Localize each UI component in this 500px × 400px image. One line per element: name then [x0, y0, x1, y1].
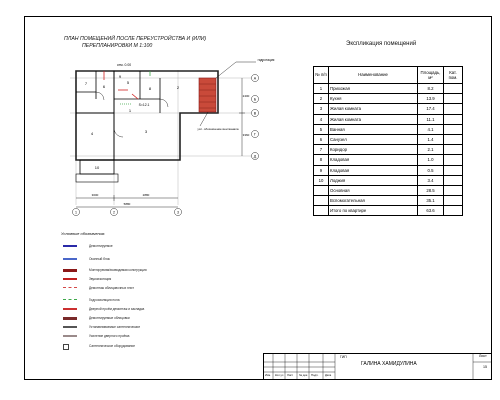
- legend-swatch: [63, 317, 77, 320]
- total-area: 63.6: [418, 206, 444, 216]
- row-number: 3: [314, 104, 329, 114]
- room-name: Лоджия: [329, 175, 418, 185]
- room-label: 3: [144, 129, 148, 134]
- table-row: [314, 165, 463, 175]
- room-area-value: 17.4: [418, 104, 444, 114]
- room-area-value: 1.0: [418, 155, 444, 165]
- svg-text:В: В: [253, 111, 257, 116]
- room-category: [444, 114, 463, 124]
- row-number: 10: [314, 175, 329, 185]
- stamp-label: Подп.: [311, 373, 319, 377]
- room-label: 7: [84, 81, 88, 86]
- stamp-label: Дата: [325, 373, 332, 377]
- plan-title: ПЛАН ПОМЕЩЕНИЙ ПОСЛЕ ПЕРЕУСТРОЙСТВА И (ИЛИ): [64, 36, 207, 42]
- legend-item: [63, 244, 263, 250]
- svg-text:А: А: [253, 76, 257, 81]
- room-area-value: 11.1: [418, 114, 444, 124]
- room-name: Прихожая: [329, 84, 418, 94]
- legend-swatch: [63, 287, 77, 289]
- callout-top: гидротация: [257, 58, 275, 62]
- legend-item: [63, 334, 263, 340]
- project-name: ГАЛИНА ХАМИДУЛИНА: [361, 361, 417, 367]
- legend-label: Устанавливаемые сантехнические: [89, 325, 141, 329]
- room-area-value: 1.4: [418, 134, 444, 144]
- room-area: S=12.1: [138, 103, 150, 107]
- col-header: Наименование: [329, 67, 418, 84]
- legend-swatch: [63, 344, 69, 350]
- room-label: 4: [90, 131, 94, 136]
- room-name: Кладовая: [329, 165, 418, 175]
- legend-swatch: [63, 278, 77, 280]
- legend-swatch: [63, 245, 77, 247]
- table-row: [314, 114, 463, 124]
- room-category: [444, 104, 463, 114]
- room-category: [444, 84, 463, 94]
- legend-label: Звукоизоляция: [89, 277, 112, 281]
- total-name: Итого по квартире: [329, 206, 418, 216]
- table-row: [314, 104, 463, 114]
- col-header: № п/п: [314, 67, 329, 84]
- room-category: [444, 165, 463, 175]
- svg-text:Б: Б: [253, 97, 257, 102]
- svg-text:2400: 2400: [242, 94, 250, 98]
- table-row: [314, 145, 463, 155]
- svg-text:3360: 3360: [242, 133, 250, 137]
- room-name: Жилая комната: [329, 114, 418, 124]
- svg-text:2: 2: [113, 210, 115, 215]
- legend-swatch: [63, 326, 77, 328]
- room-label: 2: [176, 85, 180, 90]
- room-area-value: 0.5: [418, 165, 444, 175]
- legend-item: [63, 257, 263, 263]
- legend-label: Усиление дверного проёма: [89, 334, 130, 338]
- legend-label: Дверной проём демонтаж и закладка: [89, 307, 145, 311]
- table-row: [314, 94, 463, 104]
- room-area-value: 4.1: [418, 124, 444, 134]
- callout-side: усл. обозначение вентканала: [197, 127, 239, 131]
- room-category: [444, 124, 463, 134]
- col-header: Кат. пом.: [444, 67, 463, 84]
- sheet-number: 15: [483, 365, 487, 369]
- row-number: 4: [314, 114, 329, 124]
- room-category: [444, 134, 463, 144]
- svg-text:1: 1: [75, 210, 77, 215]
- room-label: 5: [126, 80, 130, 85]
- room-label: 9: [118, 74, 122, 79]
- legend-label: Сантехническое оборудование: [89, 344, 135, 348]
- plan-subtitle: ПЕРЕПЛАНИРОВКИ М 1:100: [82, 43, 153, 49]
- legend-label: Гидроизоляция пола: [89, 298, 120, 302]
- room-name: Кухня: [329, 94, 418, 104]
- legend-item: [63, 325, 263, 331]
- room-category: [444, 155, 463, 165]
- explication-table: [313, 66, 463, 216]
- legend-item: [63, 268, 263, 274]
- explication-title: Экспликация помещений: [346, 41, 417, 47]
- col-header: Площадь, м²: [418, 67, 444, 84]
- total-name: Вспомогательная: [329, 196, 418, 206]
- table-row: [314, 124, 463, 134]
- legend-label: Монтируемая/возводимая конструкция: [89, 268, 147, 272]
- stamp-label: Изм.: [265, 373, 271, 377]
- table-total-row: [314, 196, 463, 206]
- room-category: [444, 145, 463, 155]
- row-number: 8: [314, 155, 329, 165]
- svg-text:3000: 3000: [91, 193, 99, 197]
- stamp-label: № док.: [299, 373, 308, 377]
- table-row: [314, 175, 463, 185]
- room-name: Жилая комната: [329, 104, 418, 114]
- stamp-label: Кол.уч: [275, 373, 284, 377]
- room-category: [444, 94, 463, 104]
- room-name: Коридор: [329, 145, 418, 155]
- svg-text:Д: Д: [253, 154, 257, 159]
- room-label: 1: [128, 108, 132, 113]
- svg-text:3: 3: [177, 210, 179, 215]
- room-area-value: 8.2: [418, 84, 444, 94]
- row-number: 2: [314, 94, 329, 104]
- legend-label: Демонтаж облицовочных плит: [89, 286, 134, 290]
- row-number: 6: [314, 134, 329, 144]
- table-row: [314, 134, 463, 144]
- total-name: Основная: [329, 185, 418, 195]
- room-name: Санузел: [329, 134, 418, 144]
- elevation-mark: отм. 0.00: [116, 63, 132, 67]
- svg-text:Г: Г: [254, 132, 256, 137]
- room-area-value: 2.1: [418, 145, 444, 155]
- legend-item: [63, 316, 263, 322]
- table-total-row: [314, 185, 463, 195]
- room-label: 10: [94, 165, 100, 170]
- legend-item: [63, 344, 263, 350]
- stamp-code: ГИП: [340, 355, 347, 359]
- svg-text:2880: 2880: [142, 193, 150, 197]
- stamp-label: Лист: [287, 373, 294, 377]
- legend-item: [63, 286, 263, 292]
- room-label: 6: [102, 84, 106, 89]
- legend-item: [63, 277, 263, 283]
- legend-label: Демонтируемое: [89, 244, 113, 248]
- room-label: 8: [148, 86, 152, 91]
- legend-swatch: [63, 269, 77, 272]
- legend-title: Условные обозначения:: [61, 231, 106, 236]
- table-row: [314, 155, 463, 165]
- legend-swatch: [63, 308, 77, 310]
- legend-label: Демонтируемые облицовки: [89, 316, 130, 320]
- room-category: [444, 175, 463, 185]
- room-name: Кладовая: [329, 155, 418, 165]
- svg-text:5880: 5880: [123, 202, 131, 206]
- legend-swatch: [63, 299, 77, 301]
- legend-swatch: [63, 335, 77, 337]
- row-number: 1: [314, 84, 329, 94]
- legend-item: [63, 307, 263, 313]
- room-area-value: 13.9: [418, 94, 444, 104]
- room-area-value: 3.4: [418, 175, 444, 185]
- table-row: [314, 84, 463, 94]
- legend-label: Оконный блок: [89, 257, 110, 261]
- row-number: 7: [314, 145, 329, 155]
- legend-swatch: [63, 258, 77, 260]
- legend-item: [63, 298, 263, 304]
- table-total-row: [314, 206, 463, 216]
- room-name: Ванная: [329, 124, 418, 134]
- total-area: 28.5: [418, 185, 444, 195]
- total-area: 35.1: [418, 196, 444, 206]
- row-number: 5: [314, 124, 329, 134]
- row-number: 9: [314, 165, 329, 175]
- sheet-label: Лист: [479, 354, 487, 358]
